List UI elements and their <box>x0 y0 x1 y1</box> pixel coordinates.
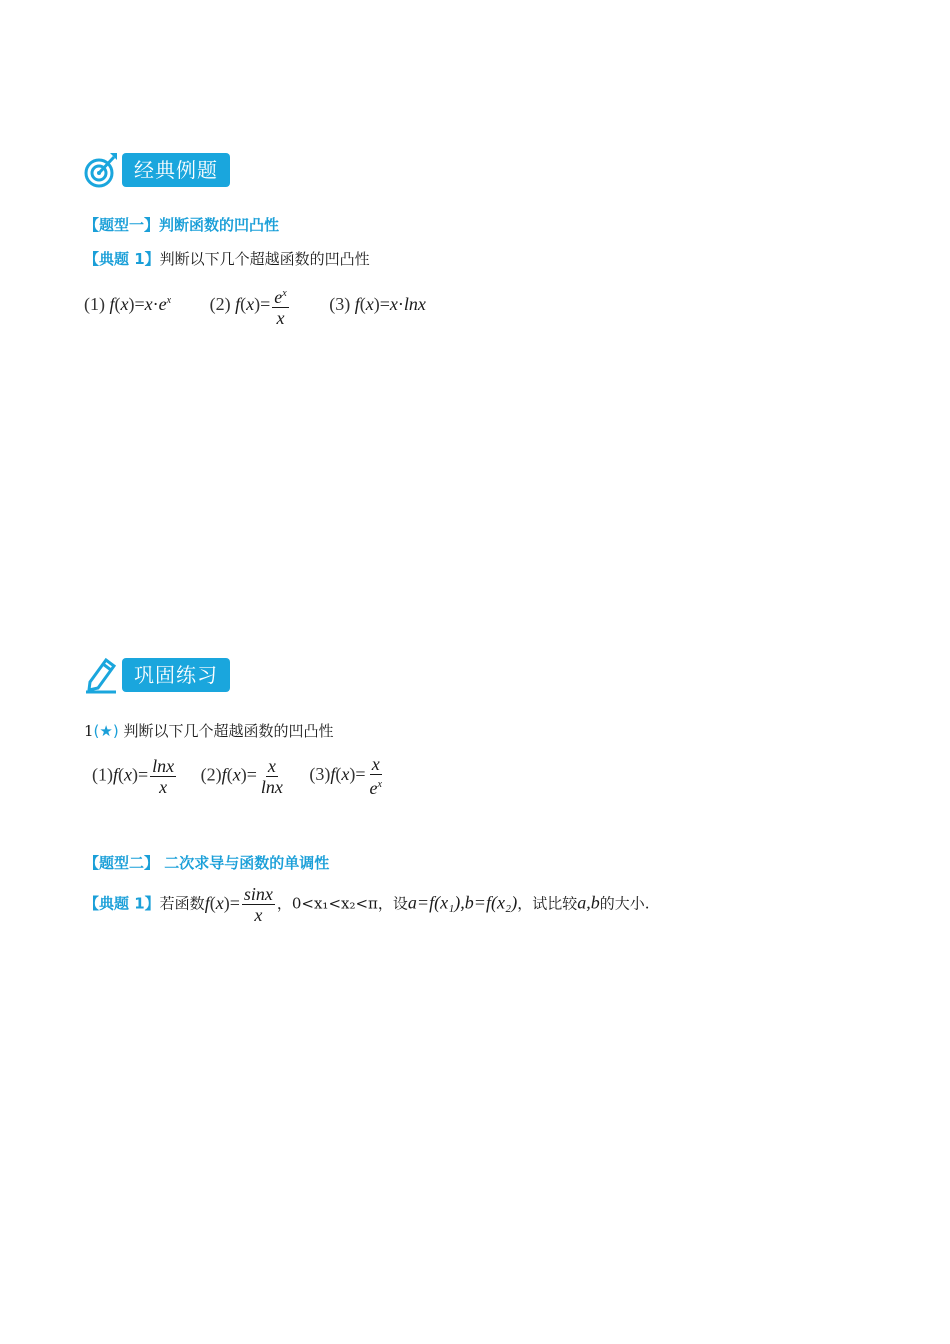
formula-2: (2)f(x)= $\frac{x}{\ln x}$ <box>200 755 283 797</box>
example-text: 的大小. <box>599 894 650 913</box>
example-1-formulas <box>84 284 460 328</box>
topic-heading-1: 【题型一】判断函数的凹凸性 <box>84 216 280 234</box>
example-text: ，试比较 <box>517 894 578 913</box>
topic-heading-2: 【题型二】 二次求导与函数的单调性 <box>84 854 330 872</box>
formula-3: (3)f(x)= $\frac{x}{e^x}$ <box>309 754 382 798</box>
formula-3: (3) f(x)=x·lnx <box>329 294 426 315</box>
example-1 <box>84 248 370 269</box>
example-text: 若函数 <box>159 894 205 913</box>
condition: ，0<x₁<x₂<π，设 <box>276 894 408 913</box>
practice-number: 1 <box>84 722 94 740</box>
target-icon <box>84 151 118 189</box>
section-title: 巩固练习 <box>122 658 230 692</box>
variables: a,b <box>577 892 600 913</box>
formula-1: (1) $f(x)=x\cdot e^x$ <box>84 294 172 315</box>
practice-text: 判断以下几个超越函数的凹凸性 <box>123 722 334 740</box>
practice-1 <box>84 720 334 741</box>
example-tag: 【典题 1】 <box>84 894 160 913</box>
section-banner-practice <box>84 655 230 695</box>
difficulty-star: (★) <box>93 722 119 740</box>
formula-1: (1)f(x)= $\frac{\ln x}{x}$ <box>92 755 175 797</box>
example-2 <box>84 884 649 925</box>
definitions: a=f(x₁),b=f(x₂) <box>407 892 518 913</box>
section-banner-examples <box>84 150 230 190</box>
practice-1-formulas <box>92 754 420 798</box>
pencil-icon <box>84 656 118 694</box>
section-title: 经典例题 <box>122 153 230 187</box>
function-def: f(x)= $\frac{\sin x}{x}$ <box>204 884 273 925</box>
example-tag: 【典题 1】 <box>84 250 160 268</box>
example-text: 判断以下几个超越函数的凹凸性 <box>159 250 370 268</box>
formula-2: (2) f(x)= $\frac{e^x}{x}$ <box>210 284 291 328</box>
